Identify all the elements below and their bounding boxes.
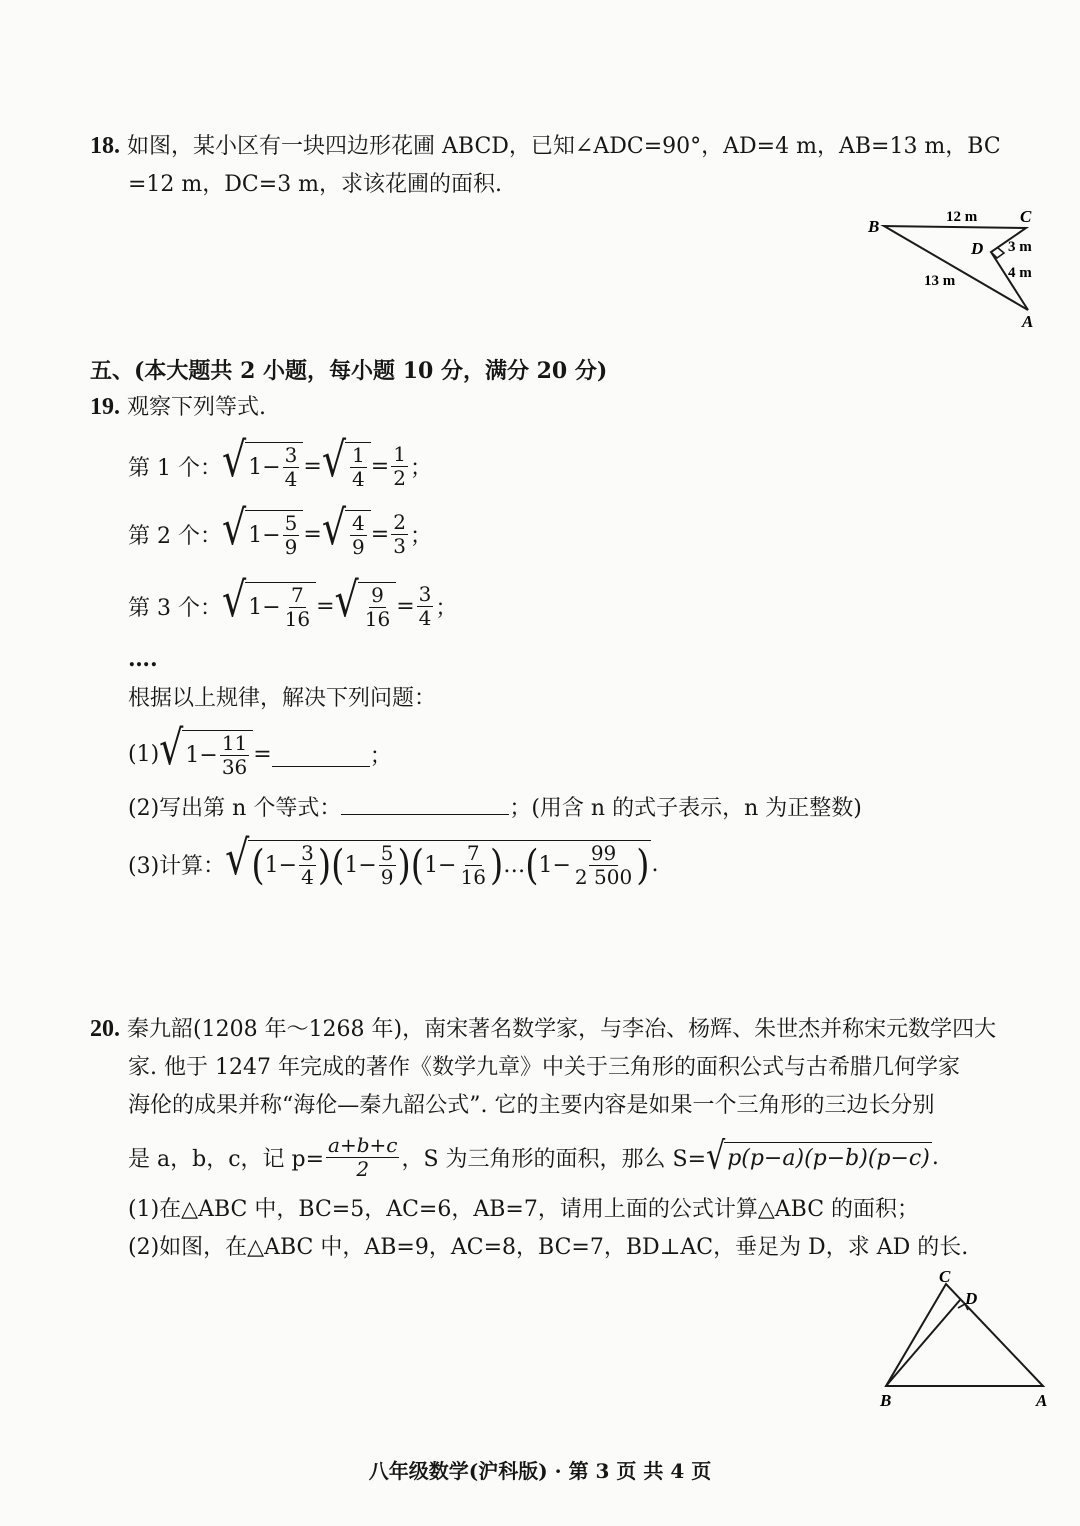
q19-part3 [128,830,659,894]
q19-eq2-b-num: 4 [352,511,365,535]
q18-len-ab: 13 m [924,273,956,289]
q19-eq2-a-den: 9 [284,535,298,559]
q19-eq1-sqrt-a: √ 1− $\frac{3}{4}$ [222,442,303,490]
q19-eq3-a-num: 7 [291,583,304,607]
q19-eq1-a-num: 3 [284,443,298,467]
q18-figure [860,200,1070,340]
q20-p-num: a+b+c [328,1132,398,1157]
q20-text-line3: 海伦的成果并称“海伦—秦九韶公式”. 它的主要内容是如果一个三角形的三边长分别 [128,1093,935,1118]
q19-eq2-b-den: 9 [352,535,365,559]
q20-text-line4a: 是 a，b，c，记 p= [128,1146,325,1172]
q20-line1 [90,1014,996,1045]
q19-eq1-c-den: 2 [393,465,406,490]
q19-eq3-b-den: 16 [364,607,391,631]
q18-label-C: C [1020,207,1032,226]
q18-label-B: B [868,217,880,236]
q19-part1-end: ； [369,743,392,769]
q19-eq3-c-den: 4 [418,605,432,630]
q19-eq2 [128,500,432,560]
q18-quadrilateral [884,226,1028,310]
section5-title: 五、(本大题共 2 小题，每小题 10 分，满分 20 分) [90,358,608,384]
q19-part2-label: (2)写出第 n 个等式： [128,796,342,821]
q19-eq1-c-num: 1 [393,441,406,466]
q19-part3-t1-den: 4 [301,865,314,889]
q19-eq1-b-num: 1 [352,443,365,467]
q19-eq2-one: 1− [248,523,281,548]
q20-line4 [128,1130,939,1184]
q19-part3-t3-num: 7 [466,841,480,865]
q19-part2 [128,792,862,824]
q19-dots: …. [128,646,158,672]
q18-line1 [90,131,1001,162]
q20-altitude-BD [886,1300,960,1386]
q19-eq1-b-den: 4 [352,467,365,491]
q19-eq3-b-num: 9 [371,583,384,607]
q20-part2: (2)如图，在△ABC 中，AB=9，AC=8，BC=7，BD⊥AC，垂足为 D，求 AD 的长. [128,1235,969,1260]
q20-label-B: B [880,1391,892,1410]
q19-eq3-end: ； [435,595,458,621]
q20-text-line4c: . [931,1144,939,1170]
q19-eq2-label: 第 2 个： [128,523,222,549]
q19-eq3-eq2: = [396,593,415,619]
q19-eq3-sqrt-a: √ 1− $\frac{7}{16}$ [222,582,316,630]
q19-part3-ellipsis: … [503,853,526,878]
q19-part3-sqrt: √ ( 1− $\frac{3}{4}$ ) ( 1− $\frac{5}{9}$ ) ( 1− $\frac{7}{16}$ ) … ( 1− $\frac{99}{2 500}$ ) [225,830,650,890]
q18-label-D: D [971,239,984,258]
q19-part3-t2-den: 9 [380,865,394,889]
q19-eq1-end: ； [409,455,432,481]
q19-part1-answer-blank[interactable] [272,742,370,767]
q19-instruction: 根据以上规律，解决下列问题： [128,686,437,711]
q19-part1-eq: = [253,741,272,767]
q19-part3-one2: 1− [344,853,377,878]
q19-eq3-a-den: 16 [284,607,311,631]
q19-eq3-one: 1− [248,595,281,620]
q19-part3-t4-num: 99 [590,841,617,865]
q18-len-dc: 3 m [1008,239,1032,255]
q19-eq2-eq2: = [370,521,390,547]
q18-number: 18. [90,133,120,159]
q19-part1-den: 36 [221,755,248,779]
q20-heron-sqrt: √ p(p−a)(p−b)(p−c) [706,1134,930,1179]
q20-label-D: D [965,1289,978,1308]
q18-label-A: A [1022,312,1034,331]
q20-radicand: p(p−a)(p−b)(p−c) [724,1142,932,1172]
q19-eq3-eq1: = [316,593,335,619]
q19-eq2-c-den: 3 [393,533,406,558]
q19-part1-num: 11 [221,731,248,755]
q19-eq1-eq2: = [370,453,390,479]
q19-eq1-label: 第 1 个： [128,455,222,481]
q20-p-den: 2 [356,1156,370,1181]
q19-part1-label: (1) [128,741,160,767]
q19-part3-label: (3)计算： [128,853,226,879]
q18-len-ad: 4 m [1008,265,1032,281]
q19-part1-sqrt: √ 1− $\frac{11}{36}$ [159,730,253,778]
q19-part3-t4-den: 2 500 [574,865,633,889]
q19-part3-end: . [651,851,659,877]
q19-eq3-c-num: 3 [418,581,432,606]
q18-text-line2: =12 m，DC=3 m，求该花圃的面积. [128,172,503,197]
q19-part1 [128,720,392,780]
q20-text-line1: 秦九韶(1208 年～1268 年)，南宋著名数学家，与李冶、杨辉、朱世杰并称宋元数学四大 [127,1017,997,1042]
q19-eq3-label: 第 3 个： [128,595,222,621]
q19-part3-t3-den: 16 [460,865,486,889]
q19-part1-one: 1− [185,743,218,768]
q20-label-A: A [1036,1391,1048,1410]
q19-part3-one4: 1− [538,853,571,878]
q20-number: 20. [90,1016,120,1042]
q20-label-C: C [939,1267,951,1286]
q18-len-bc: 12 m [946,209,978,225]
q19-eq2-sqrt-a: √ 1− $\frac{5}{9}$ [222,510,303,558]
q19-eq2-sqrt-b: √ $\frac{4}{9}$ [322,510,371,558]
q19-part2-note: ；(用含 n 的式子表示，n 为正整数) [509,796,862,821]
q20-text-line4b: ，S 为三角形的面积，那么 S= [401,1146,707,1172]
q19-eq1-a-den: 4 [284,467,298,491]
q19-part3-one3: 1− [424,853,457,878]
q19-part2-answer-blank[interactable] [341,792,509,815]
q19-intro: 观察下列等式. [127,395,266,420]
q19-eq1-one: 1− [248,455,281,480]
q19-eq3-sqrt-b: √ $\frac{9}{16}$ [335,582,397,630]
page-footer: 八年级数学(沪科版) · 第 3 页 共 4 页 [368,1459,712,1483]
q19-eq1-sqrt-b: √ $\frac{1}{4}$ [322,442,371,490]
q20-figure [870,1264,1060,1414]
q19-eq2-c-num: 2 [393,509,406,534]
q19-eq3 [128,572,458,632]
q19-eq2-end: ； [409,523,432,549]
q20-part1: (1)在△ABC 中，BC=5，AC=6，AB=7，请用上面的公式计算△ABC 的面积； [128,1197,920,1222]
q19-number: 19. [90,394,120,420]
q20-text-line2: 家. 他于 1247 年完成的著作《数学九章》中关于三角形的面积公式与古希腊几何学家 [128,1055,960,1080]
q19-intro-line [90,392,266,423]
q19-eq2-a-num: 5 [284,511,298,535]
q19-part3-t1-num: 3 [301,841,314,865]
q19-eq1-eq1: = [303,453,322,479]
q19-part3-one1: 1− [264,853,298,878]
q19-part3-t2-num: 5 [380,841,394,865]
q19-eq1 [128,432,432,492]
q19-eq2-eq1: = [303,521,322,547]
q18-text-line1: 如图，某小区有一块四边形花圃 ABCD，已知∠ADC=90°，AD=4 m，AB=13 m，BC [127,134,1001,159]
